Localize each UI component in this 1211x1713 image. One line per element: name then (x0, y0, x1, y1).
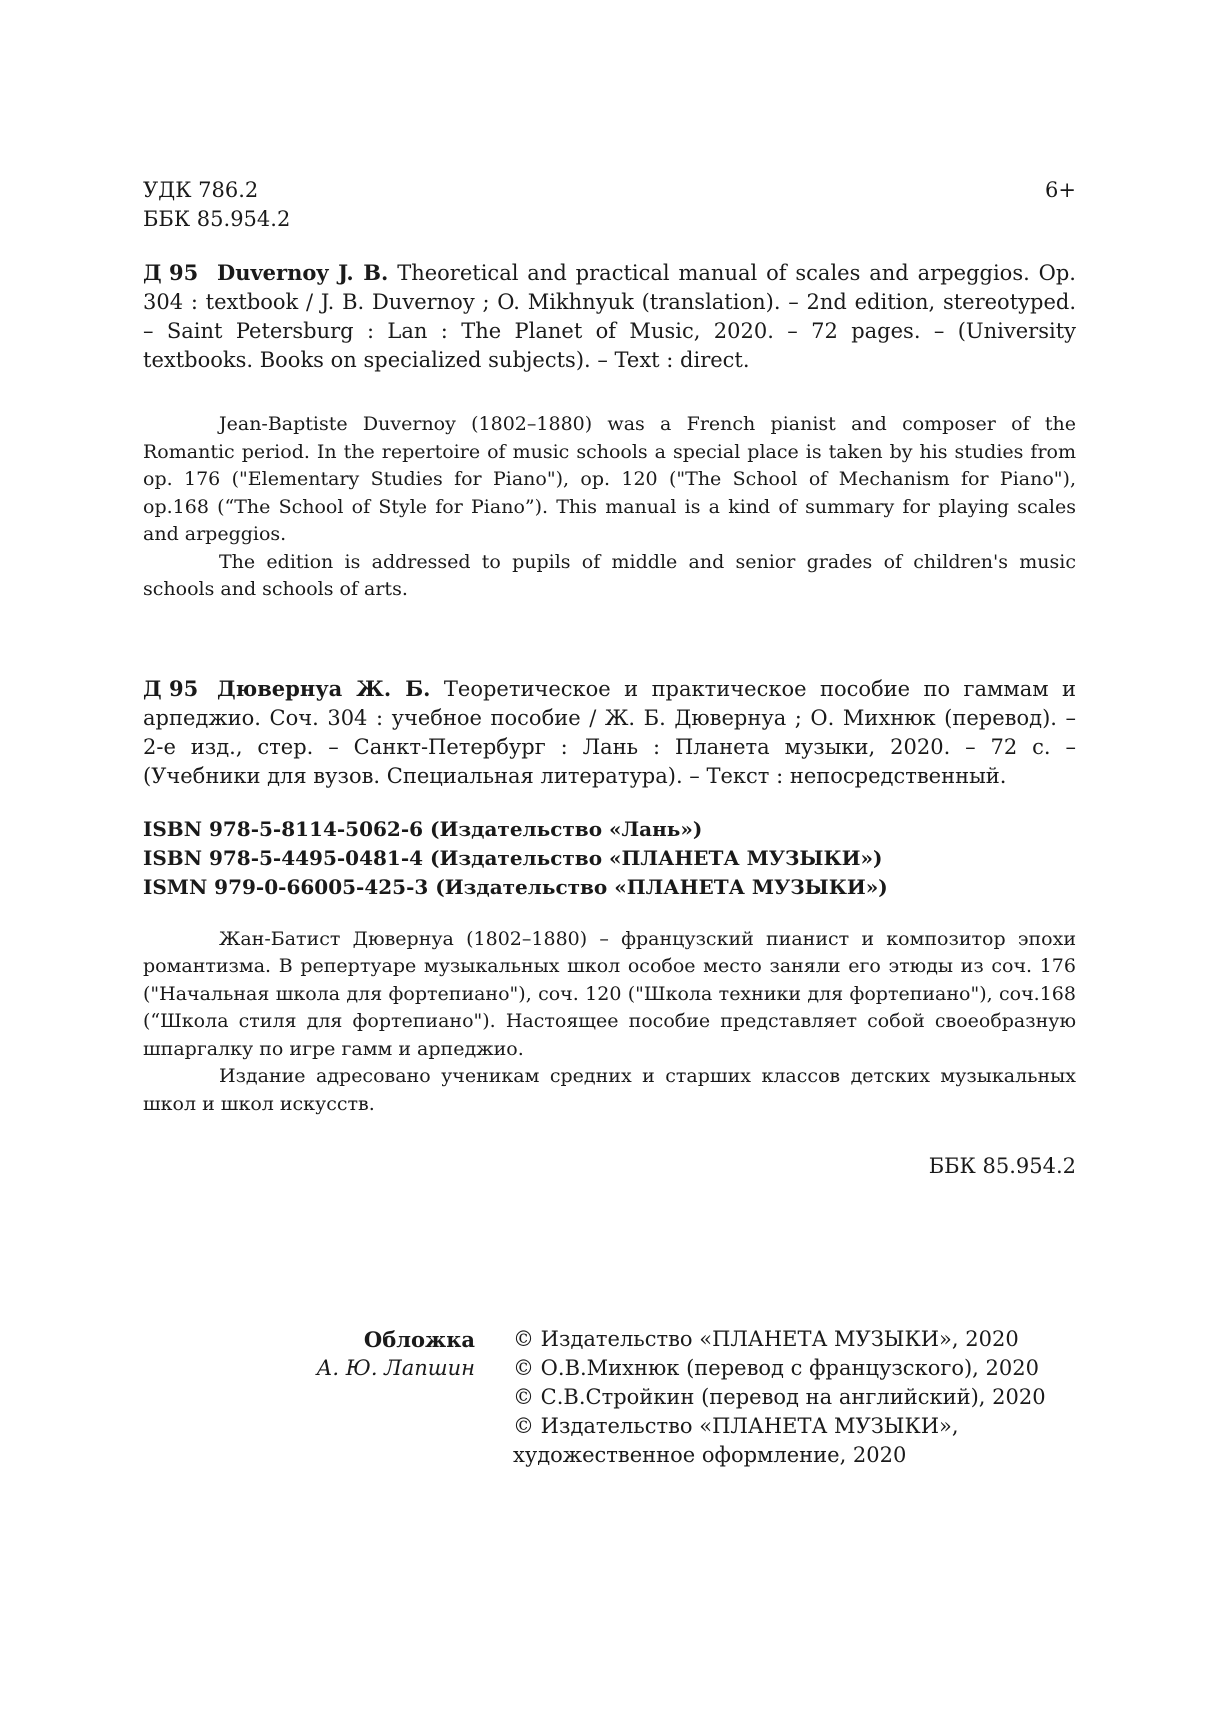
cover-label: Обложка (363, 1327, 475, 1352)
imprint-page (143, 176, 1076, 1181)
english-entry-description: Theoretical and practical manual of scales and arpeggios. Op. 304 : textbook / J. B. Duvernoy ; O. Mikhnyuk (translation). – 2nd edition, stereotyped. – Saint Petersburg : Lan : The Planet of Music, 2020. – 72 pages. – (University textbooks. Books on specialized subjects). – Text : direct. (143, 261, 1076, 372)
russian-entry-code: Д 95 (143, 675, 199, 701)
russian-annotation-paragraph: Издание адресовано ученикам средних и старших классов детских музыкальных школ и школ искусств. (143, 1065, 1076, 1115)
isbn-planet-of-music: ISBN 978-5-4495-0481-4 (Издательство «ПЛАНЕТА МУЗЫКИ») (143, 845, 883, 870)
russian-entry-description: Теоретическое и практическое пособие по гаммам и арпеджио. Соч. 304 : учебное пособие / Ж. Б. Дювернуа ; О. Михнюк (перевод). – 2-е изд., стер. – Санкт-Петербург : Лань : Планета музыки, 2020. – 72 с. – (Учебники для вузов. Специальная литература). – Текст : непосредственный. (143, 676, 1076, 788)
russian-annotation-paragraph: Жан-Батист Дювернуа (1802–1880) – французский пианист и композитор эпохи романтизма. В репертуаре музыкальных школ особое место заняли его этюды из соч. 176 ("Начальная школа для фортепиано"), соч. 120 ("Школа техники для фортепиано"), соч.168 (“Школа стиля для фортепиано"). Настоящее пособие представляет собой своеобразную шпаргалку по игре гамм и арпеджио. (143, 927, 1076, 1060)
english-bibliographic-entry (143, 258, 1076, 375)
age-rating: 6+ (1045, 178, 1076, 202)
copyright-line: © Издательство «ПЛАНЕТА МУЗЫКИ», 2020 (513, 1327, 1019, 1351)
russian-entry-author: Дювернуа Ж. Б. (217, 675, 431, 701)
isbn-lan: ISBN 978-5-8114-5062-6 (Издательство «Лань») (143, 816, 703, 841)
russian-bibliographic-entry (143, 674, 1076, 791)
english-annotation-paragraph: The edition is addressed to pupils of middle and senior grades of children's music schools and schools of arts. (143, 550, 1076, 600)
cover-artist: А. Ю. Лапшин (316, 1356, 475, 1380)
english-entry-author: Duvernoy J. B. (217, 260, 389, 285)
english-entry-code: Д 95 (143, 260, 199, 285)
ismn-planet-of-music: ISMN 979-0-66005-425-3 (Издательство «ПЛАНЕТА МУЗЫКИ») (143, 874, 888, 899)
copyright-line: © С.В.Стройкин (перевод на английский), 2020 (513, 1385, 1046, 1409)
russian-annotation (143, 926, 1076, 1119)
bbk-code: ББК 85.954.2 (143, 207, 291, 231)
copyright-line: © Издательство «ПЛАНЕТА МУЗЫКИ», (513, 1414, 959, 1438)
udk-code: УДК 786.2 (143, 178, 259, 202)
isbn-block (143, 815, 1076, 902)
copyright-list (513, 1325, 1076, 1470)
english-annotation-paragraph: Jean-Baptiste Duvernoy (1802–1880) was a French pianist and composer of the Romantic period. In the repertoire of music schools a special place is taken by his studies from op. 176 ("Elementary Studies for Piano"), op. 120 ("The School of Mechanism for Piano"), op.168 (“The School of Style for Piano”). This manual is a kind of summary for playing scales and arpeggios. (143, 413, 1076, 545)
copyright-line: художественное оформление, 2020 (513, 1443, 907, 1467)
english-annotation (143, 411, 1076, 604)
classifier-block (143, 176, 1076, 234)
copyright-line: © О.В.Михнюк (перевод с французского), 2020 (513, 1356, 1039, 1380)
bbk-code-bottom: ББК 85.954.2 (928, 1154, 1076, 1178)
cover-credit (143, 1325, 475, 1383)
